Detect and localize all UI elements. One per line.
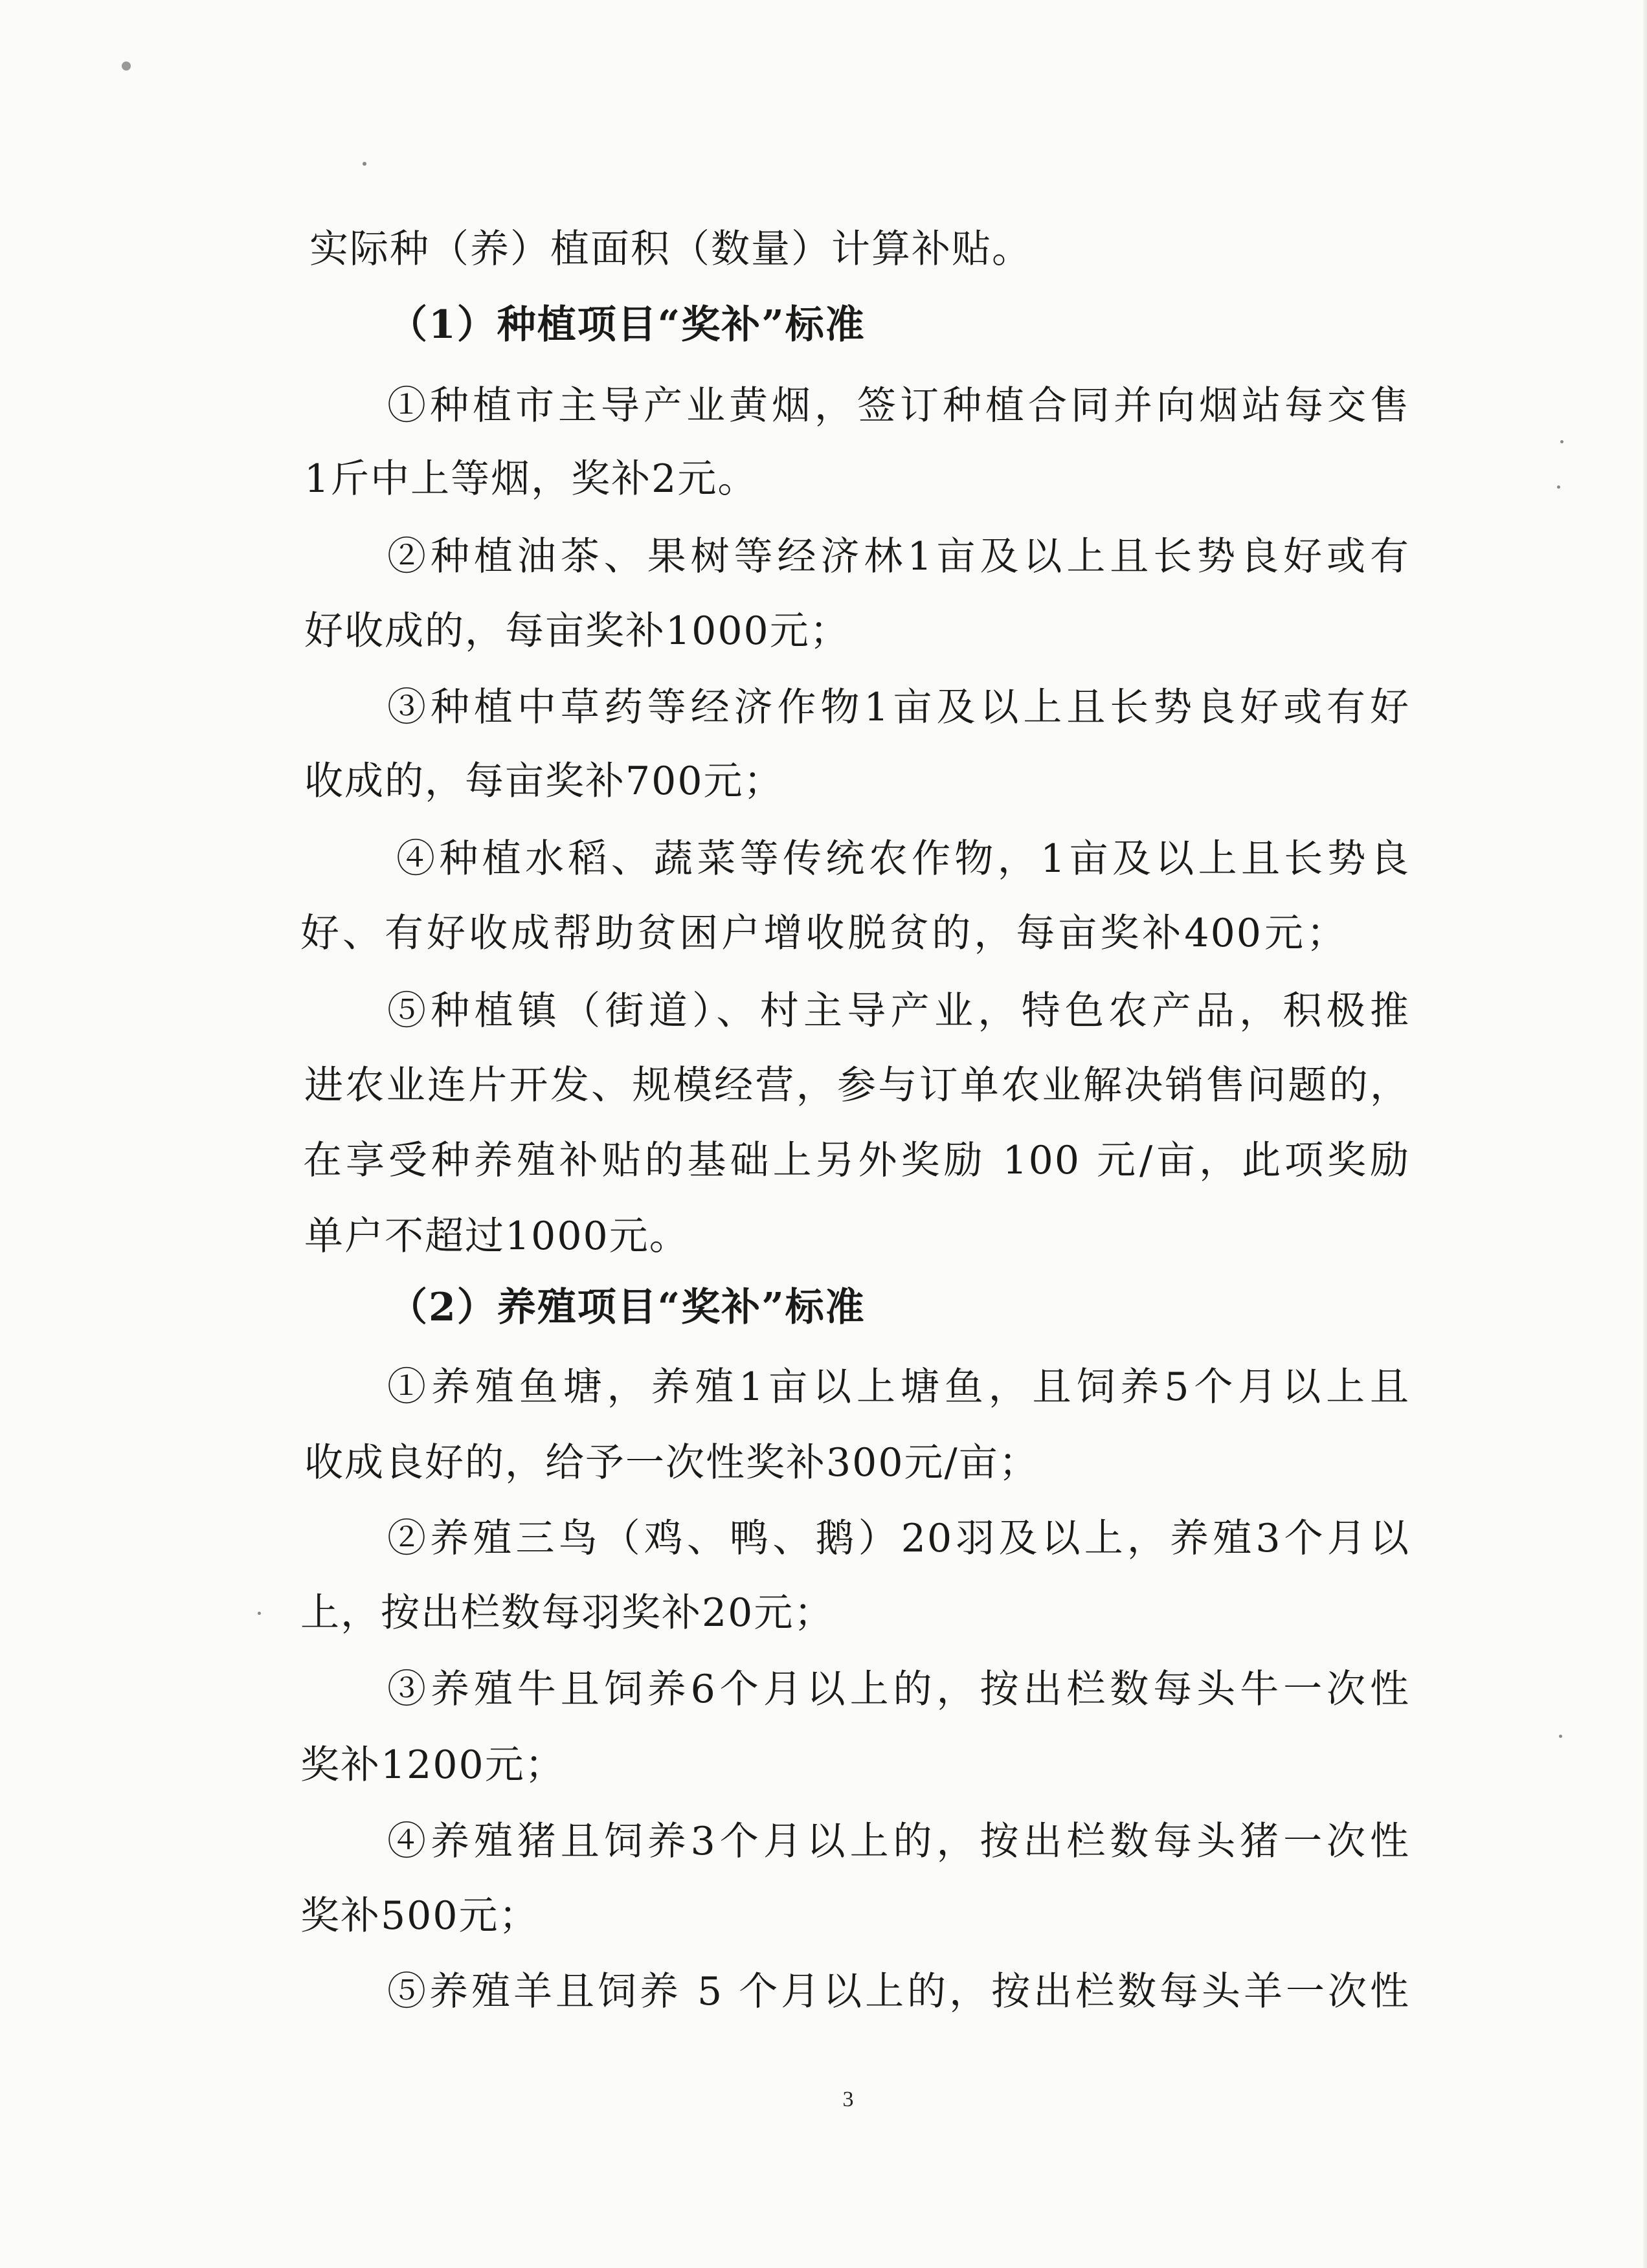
text-line: 收成良好的，给予一次性奖补300元/亩； xyxy=(304,1440,1039,1485)
text-line: ①养殖鱼塘，养殖1亩以上塘鱼，且饲养5个月以上且 xyxy=(387,1364,1410,1410)
heading-text: （1）种植项目“奖补”标准 xyxy=(388,302,866,348)
text-line: 奖补1200元； xyxy=(300,1742,565,1788)
text-line: 收成的，每亩奖补700元； xyxy=(304,759,784,804)
scan-speck xyxy=(1557,485,1560,489)
text-line: ①种植市主导产业黄烟，签订种植合同并向烟站每交售 xyxy=(387,383,1410,428)
scan-speck xyxy=(1560,440,1563,443)
text-line: ⑤种植镇（街道）、村主导产业，特色农产品，积极推 xyxy=(387,988,1410,1034)
text-line: ⑤养殖羊且饲养 5 个月以上的，按出栏数每头羊一次性 xyxy=(387,1969,1410,2014)
scan-speck xyxy=(363,162,366,166)
text-line: ④种植水稻、蔬菜等传统农作物，1亩及以上且长势良 xyxy=(396,836,1410,882)
text-line: 1斤中上等烟，奖补2元。 xyxy=(304,456,758,502)
text-line: 在享受种养殖补贴的基础上另外奖励 100 元/亩，此项奖励 xyxy=(303,1138,1410,1183)
text-line: 实际种（养）植面积（数量）计算补贴。 xyxy=(309,227,1032,272)
text-line: 上，按出栏数每羽奖补20元； xyxy=(300,1590,835,1636)
page-number: 3 xyxy=(842,2087,854,2111)
scan-speck xyxy=(258,1612,261,1615)
text-line: 进农业连片开发、规模经营，参与订单农业解决销售问题的， xyxy=(304,1063,1410,1108)
text-line: 单户不超过1000元。 xyxy=(304,1214,689,1259)
text-line: 好收成的，每亩奖补1000元； xyxy=(304,608,850,654)
heading-text: （2）养殖项目“奖补”标准 xyxy=(388,1285,866,1330)
text-line: ③养殖牛且饲养6个月以上的，按出栏数每头牛一次性 xyxy=(387,1667,1410,1712)
text-line: ②种植油茶、果树等经济林1亩及以上且长势良好或有 xyxy=(387,534,1410,579)
scan-speck xyxy=(122,61,131,71)
scan-speck xyxy=(1559,1735,1562,1738)
scan-edge xyxy=(1643,0,1647,2268)
text-line: 好、有好收成帮助贫困户增收脱贫的，每亩奖补400元； xyxy=(300,911,1347,956)
text-line: 奖补500元； xyxy=(300,1893,539,1939)
text-line: ②养殖三鸟（鸡、鸭、鹅）20羽及以上，养殖3个月以 xyxy=(387,1516,1410,1561)
text-line: ③种植中草药等经济作物1亩及以上且长势良好或有好 xyxy=(387,685,1410,730)
text-line: ④养殖猪且饲养3个月以上的，按出栏数每头猪一次性 xyxy=(387,1819,1410,1864)
